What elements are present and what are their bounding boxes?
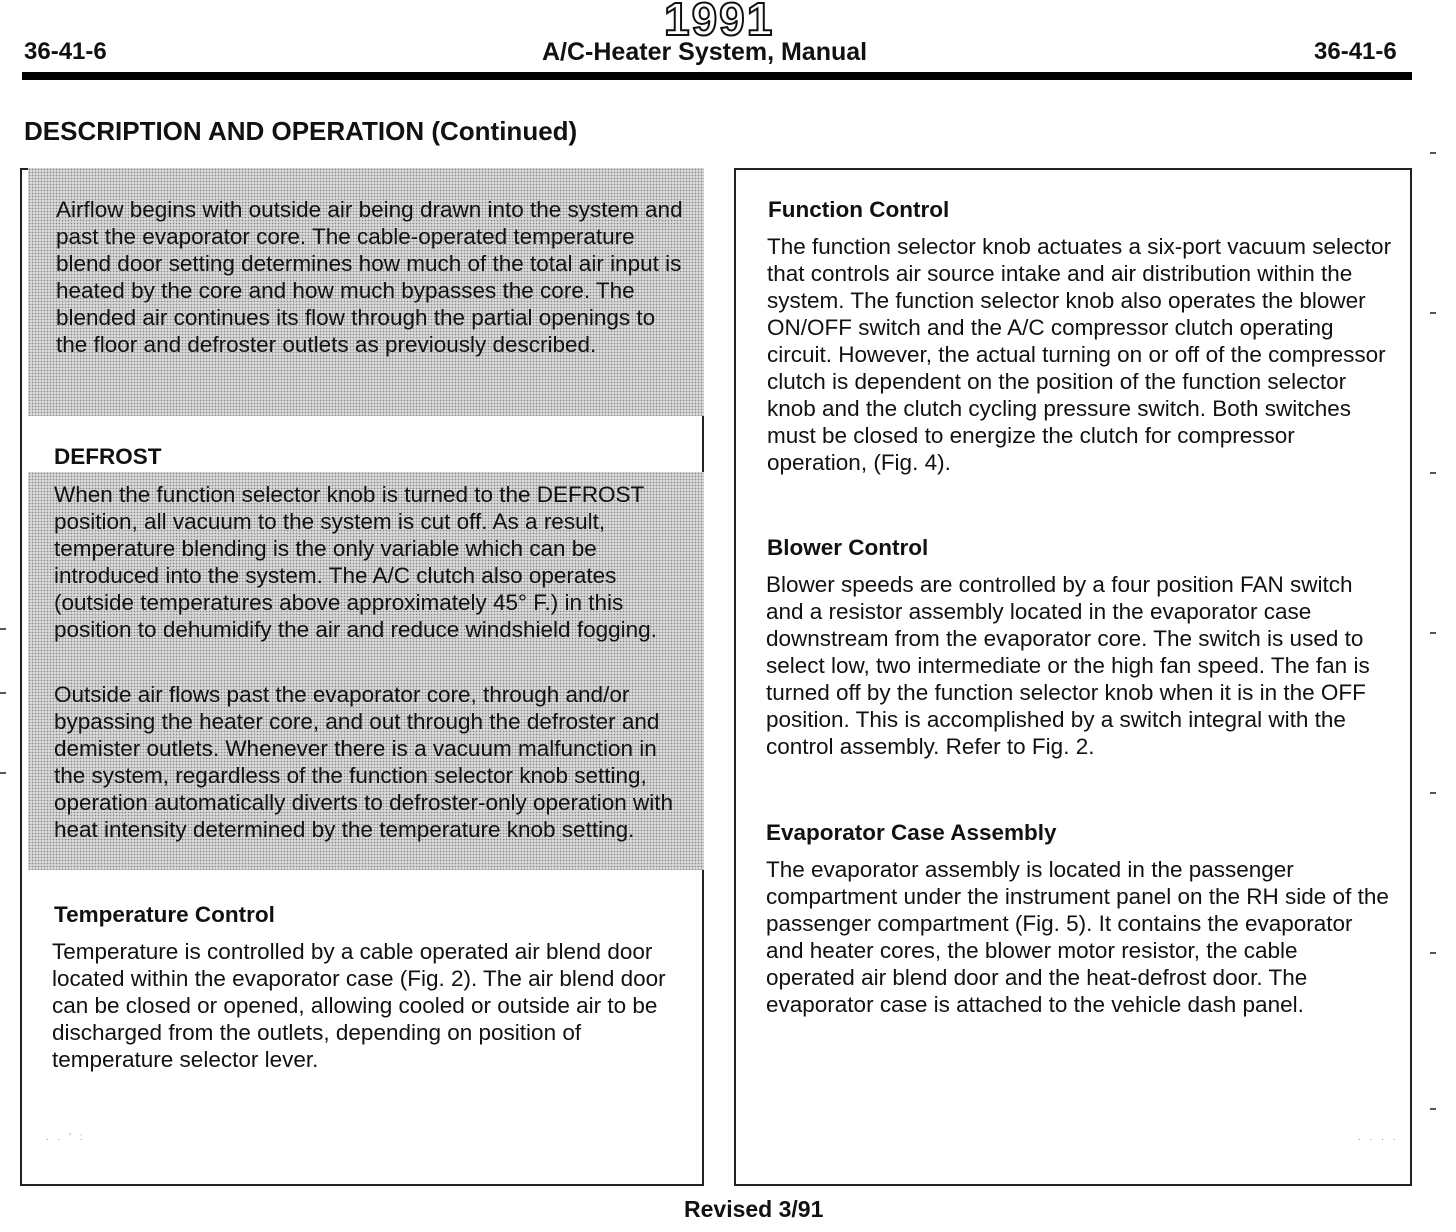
margin-tick bbox=[0, 692, 6, 694]
year-stamp: 1991 bbox=[664, 0, 775, 45]
defrost-heading: DEFROST bbox=[54, 444, 162, 469]
page-title: A/C-Heater System, Manual bbox=[542, 38, 868, 66]
margin-tick bbox=[1430, 952, 1436, 954]
margin-tick bbox=[1430, 472, 1436, 474]
margin-tick bbox=[1430, 1108, 1436, 1110]
function-control-heading: Function Control bbox=[768, 197, 950, 222]
defrost-paragraph-2: Outside air flows past the evaporator core, through and/or bypassing the heater core, and out through the defroster and demister outlets. Whenever there is a vacuum malfunction in the system, regardless of the function selector knob setting, operation automatically diverts to defroster-only operation with heat intensity determined by the temperature knob setting. bbox=[54, 682, 674, 842]
page-number-left: 36-41-6 bbox=[24, 38, 107, 65]
margin-tick bbox=[1430, 152, 1436, 154]
scan-specks: . . . . bbox=[1358, 1132, 1399, 1143]
evaporator-case-text: The evaporator assembly is located in the passenger compartment under the instrument panel on the RH side of the passenger compartment (Fig. 5). It contains the evaporator and heater cores, the blower motor resistor, the cable operated air blend door and the heat-defrost door. The evaporator case is attached to the vehicle dash panel. bbox=[766, 857, 1389, 1017]
margin-tick bbox=[1430, 792, 1436, 794]
function-control-text: The function selector knob actuates a six-port vacuum selector that controls air source intake and air distribution within the system. The function selector knob also operates the blower ON/OFF switch and the A/C compressor clutch operating circuit. However, the actual turning on or off of the compressor clutch is dependent on the position of the function selector knob and the clutch cycling pressure switch. Both switches must be closed to energize the clutch for compressor operation, (Fig. 4). bbox=[767, 234, 1392, 475]
temperature-control-text: Temperature is controlled by a cable operated air blend door located within the evaporator case (Fig. 2). The air blend door can be closed or opened, allowing cooled or outside air to be discharged from the outlets, depending on position of temperature selector lever. bbox=[52, 939, 666, 1072]
margin-tick bbox=[0, 772, 6, 774]
temperature-control-heading: Temperature Control bbox=[54, 902, 275, 927]
page-number-right: 36-41-6 bbox=[1314, 38, 1397, 65]
blower-control-heading: Blower Control bbox=[767, 535, 929, 560]
scan-specks: . . ' : bbox=[46, 1132, 86, 1143]
margin-tick bbox=[1430, 312, 1436, 314]
blower-control-text: Blower speeds are controlled by a four position FAN switch and a resistor assembly located in the evaporator case downstream from the evaporator core. The switch is used to select low, two intermediate or the high fan speed. The fan is turned off by the function selector knob when it is in the OFF position. This is accomplished by a switch integral with the control assembly. Refer to Fig. 2. bbox=[766, 572, 1370, 759]
margin-tick bbox=[1430, 632, 1436, 634]
defrost-paragraph-1: When the function selector knob is turned to the DEFROST position, all vacuum to the system is cut off. As a result, temperature blending is the only variable which can be introduced into the system. The A/C clutch also operates (outside temperatures above approximately 45° F.) in this position to dehumidify the air and reduce windshield fogging. bbox=[54, 482, 657, 642]
margin-tick bbox=[0, 628, 6, 630]
evaporator-case-heading: Evaporator Case Assembly bbox=[766, 820, 1057, 845]
section-heading: DESCRIPTION AND OPERATION (Continued) bbox=[24, 116, 578, 146]
revision-footer: Revised 3/91 bbox=[684, 1196, 824, 1222]
header-rule bbox=[22, 72, 1412, 80]
airflow-paragraph: Airflow begins with outside air being drawn into the system and past the evaporator core. The cable-operated temperature blend door setting determines how much of the total air input is heated by the core and how much bypasses the core. The blended air continues its flow through the partial openings to the floor and defroster outlets as previously described. bbox=[56, 197, 683, 357]
